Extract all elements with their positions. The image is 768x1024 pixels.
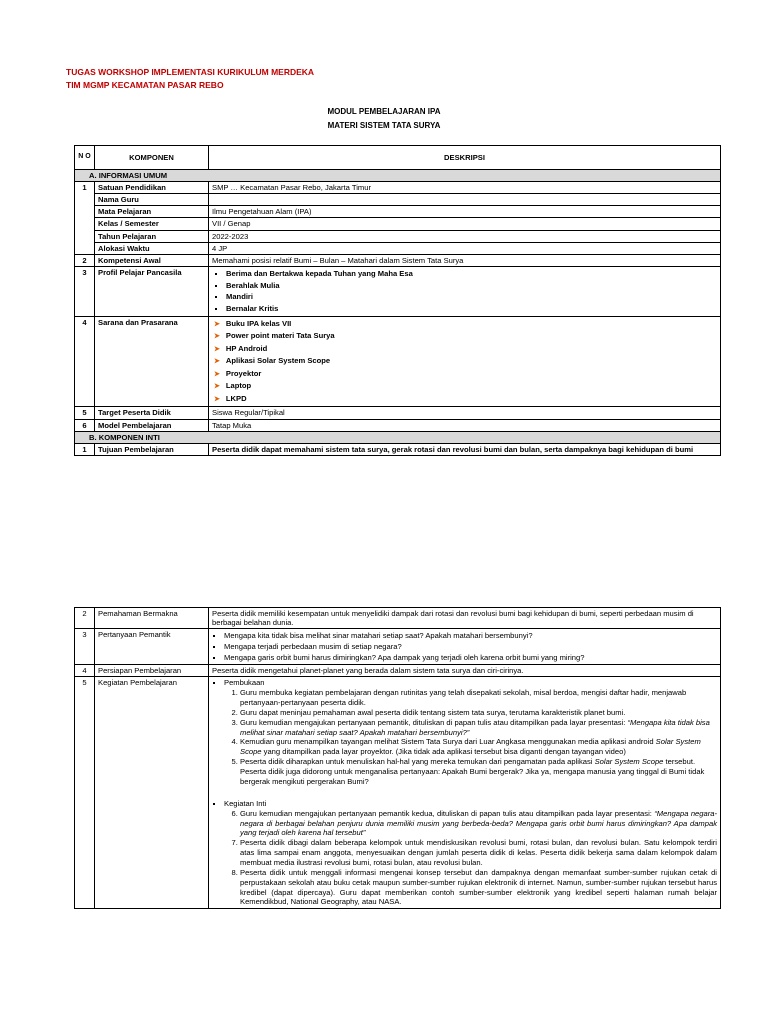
label-pemahaman: Pemahaman Bermakna bbox=[95, 608, 209, 629]
label-kompetensi: Kompetensi Awal bbox=[95, 254, 209, 266]
step-question: “Mengapa kita tidak bisa melihat sinar matahari setiap saat? Apakah matahari bersembunyi?” bbox=[240, 717, 710, 737]
label-sarana: Sarana dan Prasarana bbox=[95, 316, 209, 407]
material-title: MATERI SISTEM TATA SURYA bbox=[327, 121, 441, 130]
list-item: ➤ LKPD bbox=[214, 393, 717, 406]
activity-step bbox=[240, 737, 717, 757]
value-tujuan: Peserta didik dapat memahami sistem tata surya, gerak rotasi dan revolusi bumi dan bulan, serta dampaknya bagi kehidupan di bumi bbox=[209, 443, 721, 455]
row-number: 6 bbox=[75, 419, 95, 431]
value-target: Siswa Regular/Tipikal bbox=[209, 407, 721, 419]
label-mapel: Mata Pelajaran bbox=[95, 206, 209, 218]
label-kelas: Kelas / Semester bbox=[95, 218, 209, 230]
list-item: ▪ Bernalar Kritis bbox=[226, 303, 717, 315]
row-number: 2 bbox=[75, 608, 95, 629]
list-item: ➤ Buku IPA kelas VII bbox=[214, 318, 717, 331]
row-number: 5 bbox=[75, 407, 95, 419]
label-model: Model Pembelajaran bbox=[95, 419, 209, 431]
list-item: ➤ Power point materi Tata Surya bbox=[214, 330, 717, 343]
value-sarana bbox=[209, 316, 721, 407]
label-tujuan: Tujuan Pembelajaran bbox=[95, 443, 209, 455]
activity-step: 8. Peserta didik untuk menggali informasi mengenai konsep tersebut dan dampaknya dengan memanfaat sumber-sumber rujukan cetak di perpustakaan sekolah atau buku cetak maupun sumber-sumber rujukan elektronik di internet. Namun, sumber-sumber rujukan tersebut harus kredibel (dapat dipercaya). Guru dapat memberikan contoh sumber-sumber elektronik yang kredibel seperti halaman rumah belajar Kemendikbud, National Geography, atau NASA. bbox=[240, 868, 717, 907]
value-kompetensi: Memahami posisi relatif Bumi – Bulan – Matahari dalam Sistem Tata Surya bbox=[209, 254, 721, 266]
label-profil: Profil Pelajar Pancasila bbox=[95, 266, 209, 316]
value-kelas: VII / Genap bbox=[209, 218, 721, 230]
row-number: 4 bbox=[75, 316, 95, 407]
value-profil bbox=[209, 266, 721, 316]
list-item: ▪ Mengapa garis orbit bumi harus dimiringkan? Apa dampak yang terjadi oleh karena orbit bumi yang miring? bbox=[224, 652, 717, 663]
module-table-part-1 bbox=[74, 145, 721, 456]
step-text: Guru kemudian mengajukan pertanyaan pemantik, dituliskan di papan tulis atau ditampilkan pada layar presentasi: bbox=[240, 717, 628, 727]
value-model: Tatap Muka bbox=[209, 419, 721, 431]
step-text: Guru kemudian mengajukan pertanyaan pemantik kedua, dituliskan di papan tulis atau ditampilkan pada layar presentasi: bbox=[240, 808, 655, 818]
list-item: ▪ Berahlak Mulia bbox=[226, 280, 717, 292]
label-pertanyaan: Pertanyaan Pemantik bbox=[95, 629, 209, 665]
list-item: ➤ Aplikasi Solar System Scope bbox=[214, 355, 717, 368]
row-number: 3 bbox=[75, 629, 95, 665]
list-item: ▪ Mengapa terjadi perbedaan musim di setiap negara? bbox=[224, 641, 717, 652]
activity-step bbox=[240, 757, 717, 787]
activity-step: 7. Peserta didik dibagi dalam beberapa kelompok untuk mendiskusikan revolusi bumi, rotasi bulan, dan revolusi bulan. Satu kelompok terdiri atas lima sampai enam anggota, menyesuaikan dengan jumlah peserta didik di kelas. Peserta didik bekerja sama dalam kelompok dalam membuat media ilustrasi revolusi bumi, rotasi bulan, atau revolusi bulan. bbox=[240, 838, 717, 868]
header-line-2: TIM MGMP KECAMATAN PASAR REBO bbox=[66, 80, 224, 90]
label-target: Target Peserta Didik bbox=[95, 407, 209, 419]
value-mapel: Ilmu Pengetahuan Alam (IPA) bbox=[209, 206, 721, 218]
col-header-deskripsi: DESKRIPSI bbox=[209, 146, 721, 170]
value-pertanyaan bbox=[209, 629, 721, 665]
value-guru bbox=[209, 194, 721, 206]
list-item: ➤ Laptop bbox=[214, 380, 717, 393]
step-text: Kemudian guru menampilkan tayangan melihat Sistem Tata Surya dari Luar Angkasa menggunakan media aplikasi android bbox=[240, 737, 656, 747]
row-number: 2 bbox=[75, 254, 95, 266]
step-text: yang ditampilkan pada layar proyektor. (Jika tidak ada aplikasi tersebut bisa diganti dengan tayangan video) bbox=[261, 747, 626, 757]
step-app-name: Solar System Scope bbox=[240, 737, 701, 757]
step-question: “Mengapa negara-negara di berbagai belahan penjuru dunia memiliki musim yang berbeda-beda? Mengapa garis orbit bumi harus dimiringkan? Apa dampak yang terjadi oleh karena hal tersebut” bbox=[240, 808, 717, 838]
activity-step: 1. Guru membuka kegiatan pembelajaran dengan rutinitas yang telah disepakati sekolah, misal berdoa, mengisi daftar hadir, menjawab pertanyaan-pertanyaan peserta didik. bbox=[240, 688, 717, 708]
section-a-heading: A. INFORMASI UMUM bbox=[75, 170, 721, 182]
row-number: 1 bbox=[75, 443, 95, 455]
module-title: MODUL PEMBELAJARAN IPA bbox=[327, 107, 441, 116]
row-number: 1 bbox=[75, 182, 95, 255]
label-persiapan: Persiapan Pembelajaran bbox=[95, 665, 209, 677]
list-item: ➤ HP Android bbox=[214, 343, 717, 356]
list-item: ▪ Mandiri bbox=[226, 291, 717, 303]
label-tahun: Tahun Pelajaran bbox=[95, 230, 209, 242]
list-item: ➤ Proyektor bbox=[214, 368, 717, 381]
row-number: 3 bbox=[75, 266, 95, 316]
header-line-1: TUGAS WORKSHOP IMPLEMENTASI KURIKULUM MERDEKA bbox=[66, 67, 315, 77]
value-alokasi: 4 JP bbox=[209, 242, 721, 254]
value-kegiatan bbox=[209, 677, 721, 909]
value-persiapan: Peserta didik mengetahui planet-planet yang berada dalam sistem tata surya dan ciri-cirinya. bbox=[209, 665, 721, 677]
activity-step bbox=[240, 809, 717, 839]
step-text: tersebut. Peserta didik juga didorong untuk menganalisa pertanyaan: Apakah Bumi bergerak? Jika ya, mengapa manusia yang tinggal di Bumi tidak bergerak mengikuti pergerakan Bumi? bbox=[240, 757, 705, 786]
phase-heading-pembukaan: ▪ Pembukaan bbox=[224, 678, 717, 688]
module-table-part-2 bbox=[74, 607, 721, 909]
phase-heading-inti: ▪ Kegiatan Inti bbox=[224, 799, 717, 809]
step-text: Peserta didik diharapkan untuk menuliskan hal-hal yang mereka temukan dari pengamatan pada aplikasi bbox=[240, 757, 595, 767]
list-item: ▪ Berima dan Bertakwa kepada Tuhan yang Maha Esa bbox=[226, 268, 717, 280]
row-number: 4 bbox=[75, 665, 95, 677]
row-number: 5 bbox=[75, 677, 95, 909]
col-header-no: N O bbox=[75, 146, 95, 170]
value-tahun: 2022-2023 bbox=[209, 230, 721, 242]
label-alokasi: Alokasi Waktu bbox=[95, 242, 209, 254]
list-item: ▪ Mengapa kita tidak bisa melihat sinar matahari setiap saat? Apakah matahari bersembunyi? bbox=[224, 630, 717, 641]
step-app-name: Solar System Scope bbox=[594, 757, 664, 767]
label-guru: Nama Guru bbox=[95, 194, 209, 206]
activity-step: 2. Guru dapat meninjau pemahaman awal peserta didik tentang sistem tata surya, terutama karakteristik planet bumi. bbox=[240, 708, 717, 718]
label-kegiatan: Kegiatan Pembelajaran bbox=[95, 677, 209, 909]
activity-step bbox=[240, 718, 717, 738]
label-satuan: Satuan Pendidikan bbox=[95, 182, 209, 194]
value-pemahaman: Peserta didik memiliki kesempatan untuk menyelidiki dampak dari rotasi dan revolusi bumi bagi kehidupan di bumi, seperti perbedaan musim di berbagai belahan dunia. bbox=[209, 608, 721, 629]
section-b-heading: B. KOMPONEN INTI bbox=[75, 431, 721, 443]
col-header-komponen: KOMPONEN bbox=[95, 146, 209, 170]
value-satuan: SMP … Kecamatan Pasar Rebo, Jakarta Timur bbox=[209, 182, 721, 194]
